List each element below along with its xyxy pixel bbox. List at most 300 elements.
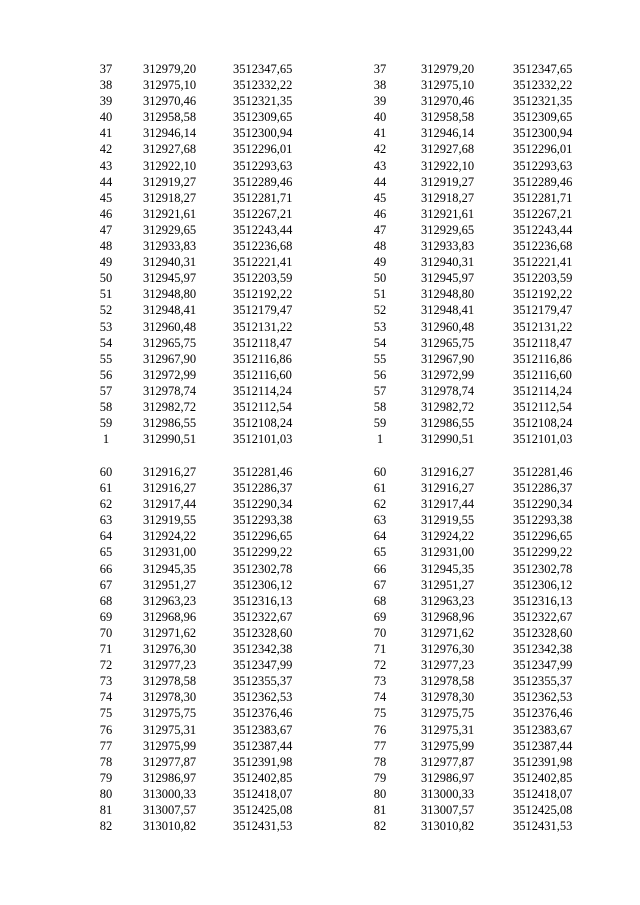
x-coordinate-right: 312948,80: [421, 287, 475, 302]
table-row: [0, 480, 640, 496]
x-coordinate-left: 312917,44: [143, 497, 197, 512]
x-coordinate-right: 312968,96: [421, 609, 475, 624]
point-number-left: 82: [99, 819, 113, 834]
table-row: [0, 335, 640, 351]
y-coordinate-right: 3512203,59: [513, 271, 573, 286]
table-row: [0, 609, 640, 625]
x-coordinate-left: 312948,41: [143, 303, 197, 318]
point-number-left: 49: [99, 255, 113, 270]
table-row: [0, 802, 640, 818]
x-coordinate-left: 312975,31: [143, 722, 197, 737]
point-number-right: 55: [373, 351, 387, 366]
point-number-left: 58: [99, 399, 113, 414]
y-coordinate-left: 3512267,21: [233, 206, 293, 221]
y-coordinate-right: 3512306,12: [513, 577, 573, 592]
x-coordinate-right: 312933,83: [421, 239, 475, 254]
y-coordinate-left: 3512328,60: [233, 625, 293, 640]
x-coordinate-left: 312977,23: [143, 658, 197, 673]
x-coordinate-right: 312919,27: [421, 174, 475, 189]
x-coordinate-right: 312971,62: [421, 625, 475, 640]
y-coordinate-right: 3512101,03: [513, 432, 573, 447]
y-coordinate-left: 3512118,47: [233, 335, 292, 350]
x-coordinate-right: 312951,27: [421, 577, 475, 592]
x-coordinate-right: 312958,58: [421, 110, 475, 125]
y-coordinate-left: 3512112,54: [233, 399, 292, 414]
y-coordinate-right: 3512108,24: [513, 416, 573, 431]
table-row: [0, 174, 640, 190]
table-row: [0, 431, 640, 447]
x-coordinate-left: 312918,27: [143, 190, 197, 205]
point-number-left: 1: [102, 432, 110, 447]
point-number-left: 81: [99, 802, 113, 817]
y-coordinate-left: 3512322,67: [233, 609, 293, 624]
point-number-right: 60: [373, 465, 387, 479]
point-number-right: 49: [373, 255, 387, 270]
y-coordinate-left: 3512347,99: [233, 658, 293, 673]
point-number-left: 74: [99, 690, 113, 705]
point-number-right: 73: [373, 674, 387, 689]
x-coordinate-left: 312948,80: [143, 287, 197, 302]
y-coordinate-right: 3512402,85: [513, 770, 573, 785]
x-coordinate-left: 312945,97: [143, 271, 197, 286]
point-number-right: 39: [373, 94, 387, 109]
point-number-right: 47: [373, 222, 387, 237]
y-coordinate-left: 3512347,65: [233, 62, 293, 76]
x-coordinate-right: 312916,27: [421, 481, 475, 496]
point-number-left: 79: [99, 770, 113, 785]
point-number-right: 52: [373, 303, 387, 318]
x-coordinate-right: 312970,46: [421, 94, 475, 109]
point-number-right: 76: [373, 722, 387, 737]
x-coordinate-right: 313007,57: [421, 802, 475, 817]
y-coordinate-left: 3512281,46: [233, 465, 293, 479]
table-row: [0, 415, 640, 431]
y-coordinate-right: 3512355,37: [513, 674, 573, 689]
x-coordinate-left: 312978,30: [143, 690, 197, 705]
y-coordinate-left: 3512362,53: [233, 690, 293, 705]
point-number-right: 71: [373, 642, 387, 657]
x-coordinate-left: 312970,46: [143, 94, 197, 109]
table-row: [0, 286, 640, 302]
y-coordinate-right: 3512332,22: [513, 78, 573, 93]
table-row: [0, 561, 640, 577]
table-row: [0, 577, 640, 593]
x-coordinate-right: 312960,48: [421, 319, 475, 334]
point-number-left: 68: [99, 593, 113, 608]
table-row: [0, 61, 640, 77]
x-coordinate-right: 312982,72: [421, 399, 475, 414]
y-coordinate-left: 3512355,37: [233, 674, 293, 689]
x-coordinate-left: 312958,58: [143, 110, 197, 125]
point-number-left: 38: [99, 78, 113, 93]
table-row: [0, 673, 640, 689]
point-number-right: 65: [373, 545, 387, 560]
table-row: [0, 593, 640, 609]
point-number-right: 46: [373, 206, 387, 221]
point-number-right: 38: [373, 78, 387, 93]
table-row: [0, 399, 640, 415]
x-coordinate-right: 312965,75: [421, 335, 475, 350]
x-coordinate-left: 312945,35: [143, 561, 197, 576]
y-coordinate-left: 3512296,65: [233, 529, 293, 544]
table-row: [0, 625, 640, 641]
point-number-right: 1: [376, 432, 384, 447]
x-coordinate-left: 312978,58: [143, 674, 197, 689]
point-number-left: 62: [99, 497, 113, 512]
x-coordinate-left: 312977,87: [143, 754, 197, 769]
x-coordinate-left: 312975,75: [143, 706, 197, 721]
y-coordinate-right: 3512383,67: [513, 722, 573, 737]
y-coordinate-left: 3512289,46: [233, 174, 293, 189]
x-coordinate-left: 313000,33: [143, 786, 197, 801]
x-coordinate-left: 312975,10: [143, 78, 197, 93]
y-coordinate-left: 3512281,71: [233, 190, 293, 205]
y-coordinate-left: 3512300,94: [233, 126, 293, 141]
x-coordinate-right: 312922,10: [421, 158, 475, 173]
y-coordinate-right: 3512342,38: [513, 642, 573, 657]
point-number-left: 60: [99, 465, 113, 479]
x-coordinate-right: 312975,99: [421, 738, 475, 753]
table-row: [0, 544, 640, 560]
y-coordinate-right: 3512290,34: [513, 497, 573, 512]
point-number-left: 43: [99, 158, 113, 173]
x-coordinate-right: 312978,74: [421, 383, 475, 398]
point-number-left: 67: [99, 577, 113, 592]
point-number-right: 59: [373, 416, 387, 431]
x-coordinate-left: 312921,61: [143, 206, 197, 221]
y-coordinate-right: 3512300,94: [513, 126, 573, 141]
y-coordinate-right: 3512236,68: [513, 239, 573, 254]
x-coordinate-left: 312972,99: [143, 367, 197, 382]
point-number-right: 61: [373, 481, 387, 496]
point-number-right: 63: [373, 513, 387, 528]
x-coordinate-right: 312921,61: [421, 206, 475, 221]
x-coordinate-left: 312924,22: [143, 529, 197, 544]
y-coordinate-right: 3512347,65: [513, 62, 573, 76]
y-coordinate-right: 3512418,07: [513, 786, 573, 801]
point-number-right: 45: [373, 190, 387, 205]
table-row: [0, 689, 640, 705]
table-row: [0, 270, 640, 286]
x-coordinate-left: 312990,51: [143, 432, 197, 447]
point-number-right: 78: [373, 754, 387, 769]
x-coordinate-left: 312968,96: [143, 609, 197, 624]
y-coordinate-left: 3512296,01: [233, 142, 293, 157]
x-coordinate-right: 312990,51: [421, 432, 475, 447]
x-coordinate-left: 313007,57: [143, 802, 197, 817]
x-coordinate-left: 312963,23: [143, 593, 197, 608]
x-coordinate-right: 312927,68: [421, 142, 475, 157]
x-coordinate-right: 312986,55: [421, 416, 475, 431]
point-number-right: 62: [373, 497, 387, 512]
point-number-right: 41: [373, 126, 387, 141]
y-coordinate-left: 3512236,68: [233, 239, 293, 254]
table-row: [0, 705, 640, 721]
table-row: [0, 738, 640, 754]
y-coordinate-left: 3512299,22: [233, 545, 293, 560]
x-coordinate-left: 312978,74: [143, 383, 197, 398]
point-number-left: 64: [99, 529, 113, 544]
point-number-left: 65: [99, 545, 113, 560]
y-coordinate-right: 3512391,98: [513, 754, 573, 769]
y-coordinate-left: 3512387,44: [233, 738, 293, 753]
y-coordinate-right: 3512376,46: [513, 706, 573, 721]
table-row: [0, 367, 640, 383]
x-coordinate-right: 313000,33: [421, 786, 475, 801]
x-coordinate-left: 312916,27: [143, 481, 197, 496]
x-coordinate-right: 312945,35: [421, 561, 475, 576]
table-row: [0, 770, 640, 786]
point-number-left: 37: [99, 62, 113, 76]
y-coordinate-left: 3512391,98: [233, 754, 293, 769]
point-number-right: 64: [373, 529, 387, 544]
y-coordinate-right: 3512293,63: [513, 158, 573, 173]
point-number-right: 51: [373, 287, 387, 302]
y-coordinate-right: 3512347,99: [513, 658, 573, 673]
point-number-left: 41: [99, 126, 113, 141]
point-number-left: 53: [99, 319, 113, 334]
y-coordinate-right: 3512296,01: [513, 142, 573, 157]
point-number-left: 66: [99, 561, 113, 576]
y-coordinate-left: 3512179,47: [233, 303, 293, 318]
x-coordinate-right: 312946,14: [421, 126, 475, 141]
point-number-right: 81: [373, 802, 387, 817]
point-number-left: 39: [99, 94, 113, 109]
x-coordinate-right: 312940,31: [421, 255, 475, 270]
y-coordinate-left: 3512293,38: [233, 513, 293, 528]
table-row: [0, 77, 640, 93]
point-number-left: 45: [99, 190, 113, 205]
x-coordinate-right: 312979,20: [421, 62, 475, 76]
x-coordinate-left: 312982,72: [143, 399, 197, 414]
x-coordinate-left: 312975,99: [143, 738, 197, 753]
y-coordinate-left: 3512108,24: [233, 416, 293, 431]
y-coordinate-left: 3512402,85: [233, 770, 293, 785]
table-row: [0, 722, 640, 738]
x-coordinate-left: 313010,82: [143, 819, 197, 834]
y-coordinate-right: 3512299,22: [513, 545, 573, 560]
point-number-left: 71: [99, 642, 113, 657]
y-coordinate-left: 3512203,59: [233, 271, 293, 286]
point-number-right: 44: [373, 174, 387, 189]
point-number-right: 54: [373, 335, 387, 350]
x-coordinate-right: 312975,10: [421, 78, 475, 93]
x-coordinate-left: 312919,55: [143, 513, 197, 528]
y-coordinate-left: 3512302,78: [233, 561, 293, 576]
y-coordinate-right: 3512221,41: [513, 255, 573, 270]
x-coordinate-right: 312975,75: [421, 706, 475, 721]
table-row: [0, 754, 640, 770]
table-row: [0, 206, 640, 222]
point-number-left: 50: [99, 271, 113, 286]
table-row: [0, 464, 640, 480]
x-coordinate-right: 312917,44: [421, 497, 475, 512]
x-coordinate-left: 312951,27: [143, 577, 197, 592]
x-coordinate-left: 312916,27: [143, 465, 197, 479]
y-coordinate-right: 3512328,60: [513, 625, 573, 640]
y-coordinate-right: 3512281,46: [513, 465, 573, 479]
x-coordinate-right: 312967,90: [421, 351, 475, 366]
x-coordinate-right: 312931,00: [421, 545, 475, 560]
point-number-right: 74: [373, 690, 387, 705]
x-coordinate-left: 312927,68: [143, 142, 197, 157]
x-coordinate-right: 312929,65: [421, 222, 475, 237]
point-number-left: 40: [99, 110, 113, 125]
y-coordinate-right: 3512362,53: [513, 690, 573, 705]
x-coordinate-right: 312916,27: [421, 465, 475, 479]
point-number-left: 75: [99, 706, 113, 721]
x-coordinate-right: 312924,22: [421, 529, 475, 544]
table-row: [0, 125, 640, 141]
y-coordinate-right: 3512267,21: [513, 206, 573, 221]
point-number-left: 48: [99, 239, 113, 254]
point-number-left: 54: [99, 335, 113, 350]
y-coordinate-right: 3512179,47: [513, 303, 573, 318]
y-coordinate-left: 3512316,13: [233, 593, 293, 608]
point-number-right: 50: [373, 271, 387, 286]
y-coordinate-right: 3512431,53: [513, 819, 573, 834]
table-row: [0, 818, 640, 834]
x-coordinate-left: 312967,90: [143, 351, 197, 366]
point-number-left: 78: [99, 754, 113, 769]
x-coordinate-right: 312919,55: [421, 513, 475, 528]
table-row: [0, 528, 640, 544]
table-row: [0, 158, 640, 174]
point-number-right: 57: [373, 383, 387, 398]
y-coordinate-right: 3512321,35: [513, 94, 573, 109]
y-coordinate-left: 3512332,22: [233, 78, 293, 93]
x-coordinate-right: 312986,97: [421, 770, 475, 785]
y-coordinate-right: 3512243,44: [513, 222, 573, 237]
table-row: [0, 512, 640, 528]
point-number-left: 61: [99, 481, 113, 496]
point-number-right: 70: [373, 625, 387, 640]
point-number-left: 52: [99, 303, 113, 318]
table-row: [0, 351, 640, 367]
point-number-left: 59: [99, 416, 113, 431]
x-coordinate-right: 312975,31: [421, 722, 475, 737]
x-coordinate-right: 312963,23: [421, 593, 475, 608]
table-row: [0, 254, 640, 270]
x-coordinate-right: 312948,41: [421, 303, 475, 318]
table-row: [0, 319, 640, 335]
point-number-right: 43: [373, 158, 387, 173]
x-coordinate-left: 312971,62: [143, 625, 197, 640]
point-number-right: 68: [373, 593, 387, 608]
y-coordinate-left: 3512321,35: [233, 94, 293, 109]
y-coordinate-right: 3512192,22: [513, 287, 573, 302]
point-number-left: 44: [99, 174, 113, 189]
y-coordinate-right: 3512116,60: [513, 367, 572, 382]
y-coordinate-right: 3512296,65: [513, 529, 573, 544]
y-coordinate-right: 3512289,46: [513, 174, 573, 189]
y-coordinate-left: 3512114,24: [233, 383, 292, 398]
x-coordinate-left: 312919,27: [143, 174, 197, 189]
point-number-right: 42: [373, 142, 387, 157]
x-coordinate-left: 312922,10: [143, 158, 197, 173]
y-coordinate-right: 3512322,67: [513, 609, 573, 624]
point-number-left: 73: [99, 674, 113, 689]
point-number-left: 76: [99, 722, 113, 737]
x-coordinate-right: 313010,82: [421, 819, 475, 834]
y-coordinate-left: 3512418,07: [233, 786, 293, 801]
y-coordinate-right: 3512387,44: [513, 738, 573, 753]
y-coordinate-left: 3512116,86: [233, 351, 292, 366]
x-coordinate-left: 312933,83: [143, 239, 197, 254]
point-number-right: 80: [373, 786, 387, 801]
point-number-right: 72: [373, 658, 387, 673]
table-row: [0, 657, 640, 673]
x-coordinate-right: 312972,99: [421, 367, 475, 382]
point-number-right: 82: [373, 819, 387, 834]
y-coordinate-right: 3512281,71: [513, 190, 573, 205]
y-coordinate-right: 3512286,37: [513, 481, 573, 496]
table-row: [0, 109, 640, 125]
point-number-right: 75: [373, 706, 387, 721]
x-coordinate-right: 312978,58: [421, 674, 475, 689]
y-coordinate-right: 3512118,47: [513, 335, 572, 350]
table-row: [0, 93, 640, 109]
y-coordinate-left: 3512383,67: [233, 722, 293, 737]
y-coordinate-right: 3512116,86: [513, 351, 572, 366]
y-coordinate-right: 3512114,24: [513, 383, 572, 398]
y-coordinate-right: 3512309,65: [513, 110, 573, 125]
table-row: [0, 302, 640, 318]
point-number-left: 56: [99, 367, 113, 382]
x-coordinate-right: 312977,23: [421, 658, 475, 673]
y-coordinate-left: 3512306,12: [233, 577, 293, 592]
x-coordinate-left: 312986,97: [143, 770, 197, 785]
point-number-left: 47: [99, 222, 113, 237]
coordinate-table-block-2: [0, 464, 640, 834]
y-coordinate-left: 3512116,60: [233, 367, 292, 382]
point-number-right: 37: [373, 62, 387, 76]
point-number-right: 67: [373, 577, 387, 592]
point-number-left: 80: [99, 786, 113, 801]
table-row: [0, 383, 640, 399]
point-number-left: 63: [99, 513, 113, 528]
point-number-right: 69: [373, 609, 387, 624]
y-coordinate-left: 3512101,03: [233, 432, 293, 447]
point-number-right: 56: [373, 367, 387, 382]
point-number-left: 69: [99, 609, 113, 624]
y-coordinate-right: 3512316,13: [513, 593, 573, 608]
point-number-left: 70: [99, 625, 113, 640]
table-row: [0, 641, 640, 657]
point-number-right: 48: [373, 239, 387, 254]
x-coordinate-right: 312978,30: [421, 690, 475, 705]
y-coordinate-left: 3512221,41: [233, 255, 293, 270]
table-row: [0, 141, 640, 157]
point-number-left: 77: [99, 738, 113, 753]
coordinate-table-block-1: [0, 61, 640, 447]
y-coordinate-left: 3512290,34: [233, 497, 293, 512]
y-coordinate-left: 3512286,37: [233, 481, 293, 496]
x-coordinate-right: 312918,27: [421, 190, 475, 205]
table-row: [0, 190, 640, 206]
x-coordinate-left: 312965,75: [143, 335, 197, 350]
x-coordinate-left: 312976,30: [143, 642, 197, 657]
y-coordinate-right: 3512112,54: [513, 399, 572, 414]
y-coordinate-left: 3512425,08: [233, 802, 293, 817]
y-coordinate-right: 3512293,38: [513, 513, 573, 528]
point-number-left: 42: [99, 142, 113, 157]
table-row: [0, 496, 640, 512]
y-coordinate-left: 3512243,44: [233, 222, 293, 237]
table-row: [0, 222, 640, 238]
x-coordinate-left: 312960,48: [143, 319, 197, 334]
x-coordinate-right: 312945,97: [421, 271, 475, 286]
